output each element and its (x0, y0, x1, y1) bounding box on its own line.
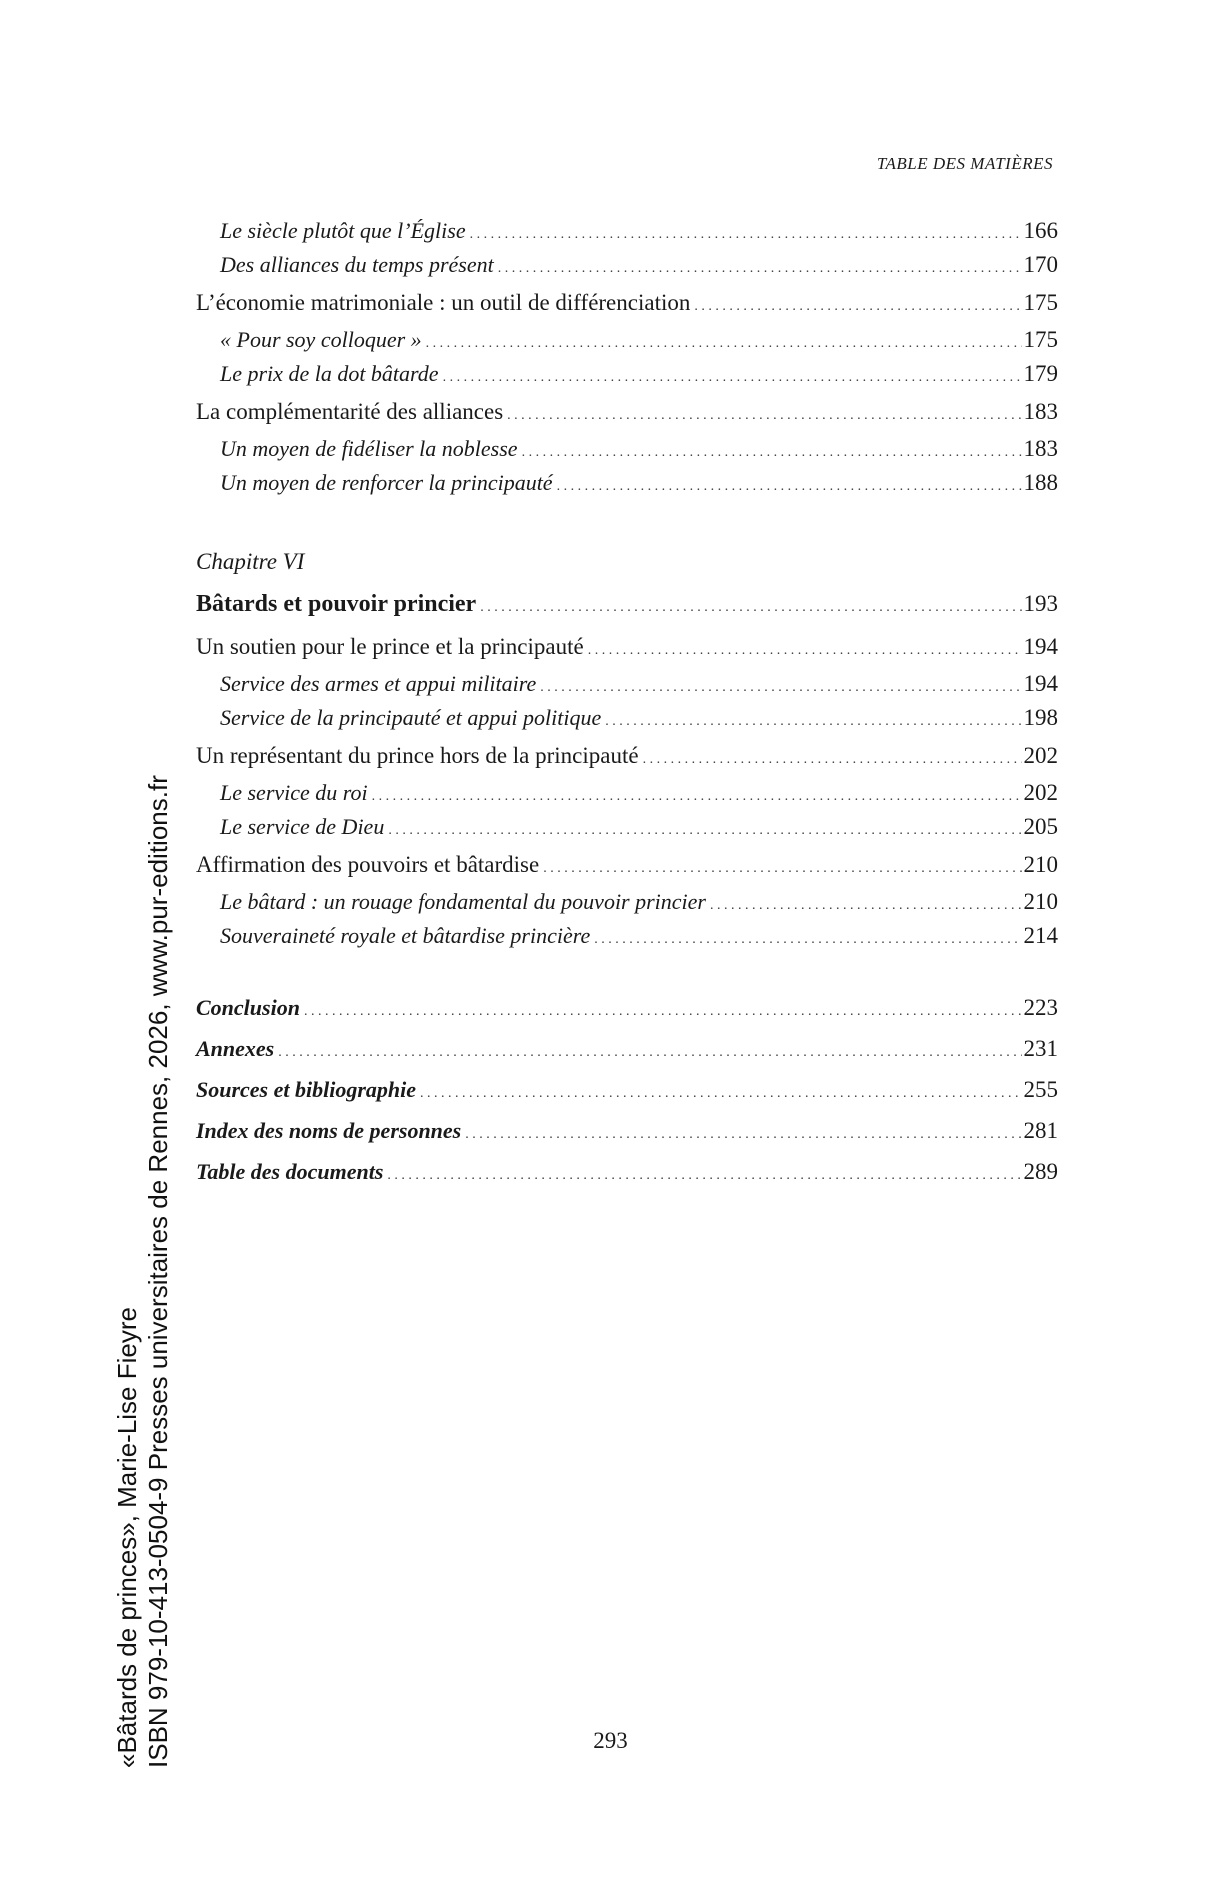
toc-entry-page: 289 (1023, 1159, 1058, 1184)
toc-entry-page: 170 (1023, 252, 1058, 277)
toc-entry-annexes[interactable] (196, 1028, 1058, 1069)
dot-leader (588, 626, 1022, 671)
dot-leader (557, 466, 1022, 504)
side-credit (112, 775, 174, 1768)
toc-entry[interactable] (196, 735, 1058, 776)
dot-leader (594, 919, 1021, 957)
running-header: TABLE DES MATIÈRES (876, 154, 1053, 173)
back-matter (196, 987, 1058, 1192)
toc-entry-page: 194 (1023, 671, 1058, 696)
toc-entry-title: Service des armes et appui militaire (220, 671, 537, 696)
toc-entry-title: Un moyen de renforcer la principauté (220, 470, 553, 495)
page-number: 293 (593, 1728, 628, 1753)
table-of-contents (196, 214, 1058, 1192)
side-credit-line-2: ISBN 979-10-413-0504-9 Presses universitaires de Rennes, 2026, www.pur-editions.fr (143, 775, 173, 1768)
dot-leader (304, 987, 1022, 1032)
toc-entry-page: 166 (1023, 218, 1058, 243)
toc-entry-title: Le prix de la dot bâtarde (220, 361, 439, 386)
dot-leader (372, 776, 1022, 814)
toc-entry[interactable] (196, 667, 1058, 701)
side-credit-line-1: «Bâtards de princes», Marie-Lise Fieyre (112, 1307, 142, 1768)
toc-entry[interactable] (196, 844, 1058, 885)
toc-entry-title: L’économie matrimoniale : un outil de différenciation (196, 290, 691, 315)
toc-entry[interactable] (196, 626, 1058, 667)
toc-entry-title: Un soutien pour le prince et la principauté (196, 634, 584, 659)
toc-entry-page: 198 (1023, 705, 1058, 730)
toc-entry[interactable] (196, 248, 1058, 282)
dot-leader (387, 1151, 1021, 1196)
toc-entry-title: Conclusion (196, 995, 300, 1020)
dot-leader (420, 1069, 1021, 1114)
toc-entry[interactable] (196, 466, 1058, 500)
toc-entry[interactable] (196, 885, 1058, 919)
toc-entry-title: Un représentant du prince hors de la principauté (196, 743, 639, 768)
dot-leader (694, 282, 1021, 327)
dot-leader (605, 701, 1021, 739)
toc-entry-title: La complémentarité des alliances (196, 399, 504, 424)
toc-entry-documents[interactable] (196, 1151, 1058, 1192)
toc-entry-page: 205 (1023, 814, 1058, 839)
chapter-title: Bâtards et pouvoir princier (196, 591, 477, 617)
dot-leader (643, 735, 1022, 780)
toc-entry-conclusion[interactable] (196, 987, 1058, 1028)
toc-entry-page: 281 (1023, 1118, 1058, 1143)
toc-entry-page: 231 (1023, 1036, 1058, 1061)
dot-leader (278, 1028, 1021, 1073)
toc-entry-title: Des alliances du temps présent (220, 252, 494, 277)
dot-leader (522, 432, 1022, 470)
toc-entry[interactable] (196, 214, 1058, 248)
dot-leader (465, 1110, 1021, 1155)
toc-entry-title: Le siècle plutôt que l’Église (220, 218, 466, 243)
dot-leader (470, 214, 1022, 252)
toc-entry-page: 179 (1023, 361, 1058, 386)
toc-entry-page: 183 (1023, 399, 1058, 424)
toc-entry-title: Affirmation des pouvoirs et bâtardise (196, 852, 540, 877)
toc-entry-page: 175 (1023, 327, 1058, 352)
dot-leader (388, 810, 1021, 848)
toc-entry[interactable] (196, 776, 1058, 810)
dot-leader (480, 582, 1021, 630)
toc-entry-title: Table des documents (196, 1159, 384, 1184)
toc-entry-title: Un moyen de fidéliser la noblesse (220, 436, 518, 461)
dot-leader (507, 391, 1021, 436)
toc-entry-page: 194 (1023, 634, 1058, 659)
dot-leader (710, 885, 1022, 923)
toc-entry[interactable] (196, 919, 1058, 953)
toc-entry-title: Annexes (196, 1036, 275, 1061)
toc-entry-page: 175 (1023, 290, 1058, 315)
toc-entry-page: 210 (1023, 852, 1058, 877)
toc-entry-page: 202 (1023, 743, 1058, 768)
toc-entry-page: 255 (1023, 1077, 1058, 1102)
toc-entry-title: Souveraineté royale et bâtardise princière (220, 923, 591, 948)
toc-entry-page: 202 (1023, 780, 1058, 805)
toc-entry-index[interactable] (196, 1110, 1058, 1151)
toc-entry[interactable] (196, 701, 1058, 735)
dot-leader (543, 844, 1021, 889)
toc-entry-page: 193 (1023, 591, 1058, 616)
toc-entry[interactable] (196, 432, 1058, 466)
toc-entry-page: 214 (1023, 923, 1058, 948)
toc-entry[interactable] (196, 810, 1058, 844)
dot-leader (443, 357, 1022, 395)
toc-entry[interactable] (196, 323, 1058, 357)
toc-entry-title: Sources et bibliographie (196, 1077, 417, 1102)
toc-entry-title: Index des noms de personnes (196, 1118, 462, 1143)
dot-leader (540, 667, 1021, 705)
chapter-title-entry[interactable] (196, 582, 1058, 626)
toc-entry-title: Le service de Dieu (220, 814, 385, 839)
dot-leader (426, 323, 1022, 361)
toc-entry[interactable] (196, 282, 1058, 323)
chapter-label: Chapitre VI (196, 549, 305, 574)
toc-entry-page: 188 (1023, 470, 1058, 495)
dot-leader (498, 248, 1022, 286)
toc-entry[interactable] (196, 357, 1058, 391)
toc-entry-title: Service de la principauté et appui politique (220, 705, 602, 730)
toc-entry-title: « Pour soy colloquer » (220, 327, 422, 352)
toc-entry-page: 210 (1023, 889, 1058, 914)
toc-entry-sources[interactable] (196, 1069, 1058, 1110)
toc-entry-title: Le bâtard : un rouage fondamental du pouvoir princier (220, 889, 706, 914)
toc-entry-title: Le service du roi (220, 780, 368, 805)
toc-entry[interactable] (196, 391, 1058, 432)
toc-entry-page: 183 (1023, 436, 1058, 461)
toc-entry-page: 223 (1023, 995, 1058, 1020)
